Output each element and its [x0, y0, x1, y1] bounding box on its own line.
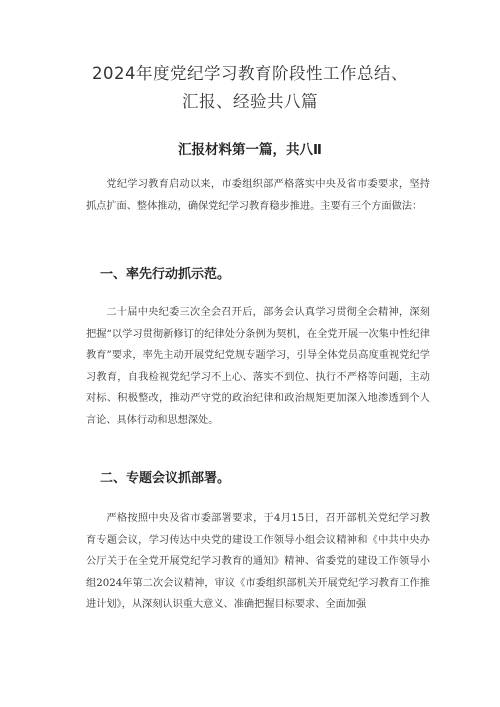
intro-paragraph: 党纪学习教育启动以来，市委组织部严格落实中央及省市委要求，坚持抓点扩面、整体推动，确保党纪学习教育稳步推进。主要有三个方面做法：	[86, 179, 430, 212]
section1-heading: 一、率先行动抓示范。	[100, 267, 231, 282]
document-title-line1: 2024年度党纪学习教育阶段性工作总结、	[92, 64, 408, 83]
section2-heading: 二、专题会议抓部署。	[100, 471, 231, 486]
document-title-line2: 汇报、经验共八篇	[182, 92, 318, 111]
section1-paragraph: 二十届中央纪委三次全会召开后，部务会认真学习贯彻全会精神，深刻把握“以学习贯彻新修订的纪律处分条例为契机，在全党开展一次集中性纪律教育”要求，率先主动开展党纪党规专题学习，引导全体党员高度重视党纪学习教育，自我检视党纪学习不上心、落实不到位、执行不严格等问题，主动对标、积极整改，推动严守党的政治纪律和政治规矩更加深入地渗透到个人言论、具体行动和思想深处。	[86, 307, 430, 426]
section2-paragraph: 严格按照中央及省市委部署要求，于4月15日，召开部机关党纪学习教育专题会议，学习传达中央党的建设工作领导小组会议精神和《中共中央办公厅关于在全党开展党纪学习教育的通知》精神、省委党的建设工作领导小组2024年第二次会议精神，审议《市委组织部机关开展党纪学习教育工作推进计划》，从深刻认识重大意义、准确把握目标要求、全面加强	[86, 513, 430, 610]
document-subtitle: 汇报材料第一篇，共八Ⅱ	[178, 142, 322, 158]
